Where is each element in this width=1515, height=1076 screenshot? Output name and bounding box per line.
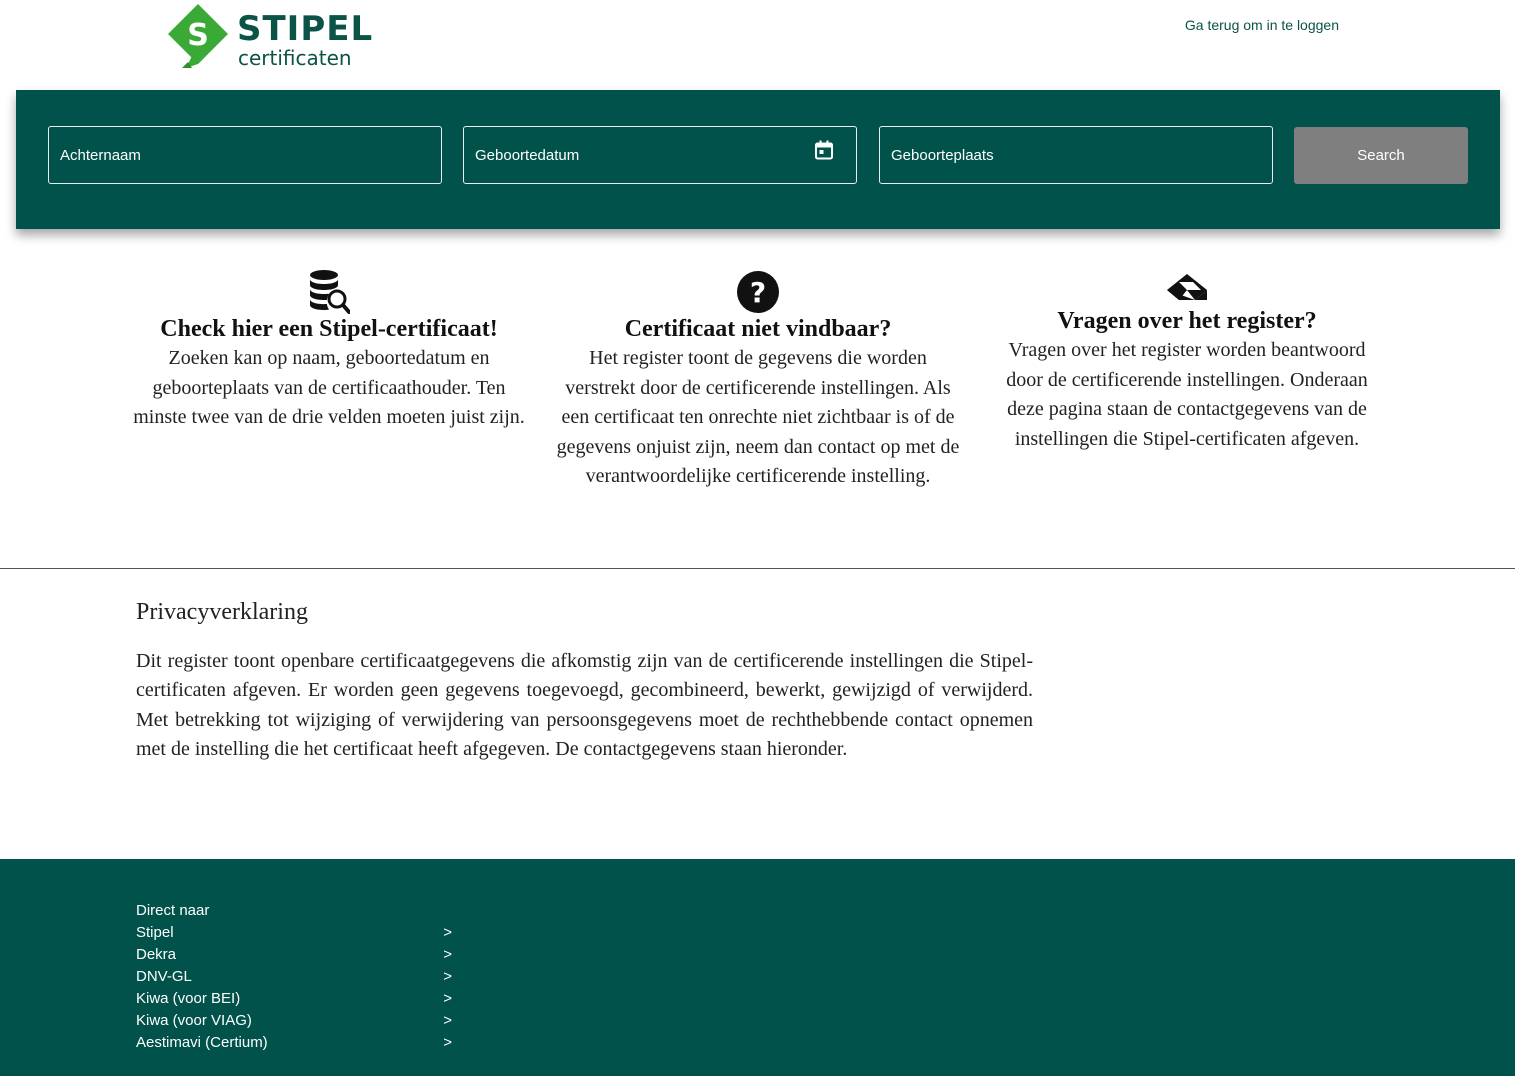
- logo-name: STIPEL: [237, 9, 374, 49]
- svg-text:?: ?: [749, 276, 767, 309]
- lastname-field[interactable]: [48, 126, 442, 184]
- lastname-input[interactable]: [49, 127, 441, 183]
- stipel-logo[interactable]: [166, 2, 374, 72]
- chevron-right-icon[interactable]: >: [443, 990, 452, 1007]
- chevron-right-icon[interactable]: >: [443, 924, 452, 941]
- footer-link-label[interactable]: DNV-GL: [136, 968, 192, 985]
- footer-link-label[interactable]: Stipel: [136, 924, 174, 941]
- footer-link-dnv-gl[interactable]: [136, 966, 452, 988]
- search-panel: [16, 90, 1500, 229]
- info-column-check: [130, 268, 528, 433]
- search-button[interactable]: Search: [1294, 127, 1468, 184]
- calendar-icon[interactable]: [814, 140, 834, 160]
- stipel-logo-mark-icon: [166, 2, 230, 70]
- footer-link-stipel[interactable]: [136, 922, 452, 944]
- chevron-right-icon[interactable]: >: [443, 946, 452, 963]
- info-text-not-found: Het register toont de gegevens die worden verstrekt door de certificerende instellingen. Als een certificaat ten onrechte niet zichtbaar is of de gegevens onjuist zijn, neem dan contact op met de verantwoordelijke certificerende instelling.: [556, 347, 960, 487]
- section-divider: [0, 568, 1515, 569]
- info-column-not-found: [552, 268, 964, 492]
- birthdate-input[interactable]: [464, 127, 856, 183]
- footer-link-label[interactable]: Aestimavi (Certium): [136, 1034, 268, 1051]
- info-title-questions: Vragen over het register?: [1057, 308, 1317, 334]
- envelope-open-icon: [1165, 268, 1209, 306]
- info-text-check: Zoeken kan op naam, geboortedatum en geboorteplaats van de certificaathouder. Ten minste twee van de drie velden moeten juist zijn.: [133, 347, 525, 428]
- logo-subtitle: certificaten: [238, 46, 352, 70]
- footer-link-kiwa-bei[interactable]: [136, 988, 452, 1010]
- back-to-login-link[interactable]: Ga terug om in te loggen: [1184, 17, 1339, 33]
- info-title-not-found: Certificaat niet vindbaar?: [624, 316, 892, 342]
- site-header: [0, 0, 1515, 90]
- chevron-right-icon[interactable]: >: [443, 1034, 452, 1051]
- site-footer: [0, 859, 1515, 1076]
- footer-title: Direct naar: [136, 902, 210, 919]
- svg-text:S: S: [187, 18, 209, 53]
- info-column-questions: [990, 268, 1384, 454]
- chevron-right-icon[interactable]: >: [443, 968, 452, 985]
- privacy-section: [136, 597, 1033, 764]
- privacy-text: Dit register toont openbare certificaatgegevens die afkomstig zijn van de certificerende instellingen die Stipel-certificaten afgeven. Er worden geen gegevens toegevoegd, gecombineerd, bewerkt, gewijzigd of verwijderd. Met betrekking tot wijziging of verwijdering van persoonsgegevens moet de rechthebbende contact opnemen met de instelling die het certificaat heeft afgegeven. De contactgegevens staan hieronder.: [136, 650, 1033, 760]
- privacy-title: Privacyverklaring: [136, 599, 308, 625]
- footer-link-label[interactable]: Kiwa (voor BEI): [136, 990, 241, 1007]
- birthplace-input[interactable]: [880, 127, 1272, 183]
- footer-link-kiwa-viag[interactable]: [136, 1010, 452, 1032]
- footer-link-dekra[interactable]: [136, 944, 452, 966]
- info-text-questions: Vragen over het register worden beantwoord door de certificerende instellingen. Onderaan deze pagina staan de contactgegevens van de instellingen die Stipel-certificaten afgeven.: [1006, 339, 1368, 450]
- info-title-check: Check hier een Stipel-certificaat!: [160, 316, 498, 342]
- question-circle-icon: [736, 268, 780, 314]
- database-search-icon: [308, 268, 350, 314]
- footer-link-label[interactable]: Dekra: [136, 946, 177, 963]
- birthdate-field[interactable]: [463, 126, 857, 184]
- footer-link-label[interactable]: Kiwa (voor VIAG): [136, 1012, 252, 1029]
- birthplace-field[interactable]: [879, 126, 1273, 184]
- footer-link-aestimavi[interactable]: [136, 1032, 452, 1054]
- chevron-right-icon[interactable]: >: [443, 1012, 452, 1029]
- footer-links: [136, 922, 452, 1054]
